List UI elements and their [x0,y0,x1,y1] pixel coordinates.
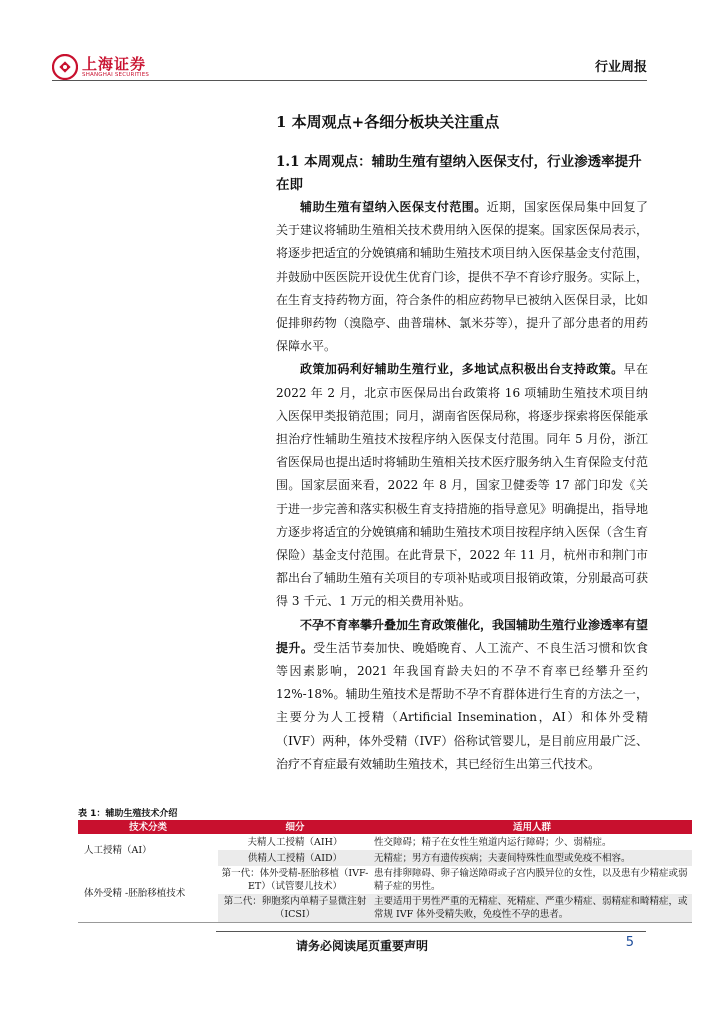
technology-table [78,820,692,923]
report-type-label: 行业周报 [594,60,647,75]
table-row [78,834,692,850]
body-text [276,196,648,776]
logo-cn-text: 上海证券 [82,55,147,73]
logo-emblem-icon [52,54,78,80]
section-title: 1 本周观点+各细分板块关注重点 [276,113,500,131]
paragraph-text: 近期，国家医保局集中回复了关于建议将辅助生殖相关技术费用纳入医保的提案。国家医保局表示，将逐步把适宜的分娩镇痛和辅助生殖技术项目纳入医保基金支付范围，并鼓励中医医院开设优生优育门诊，提供不孕不育诊疗服务。实际上，在生育支持药物方面，符合条件的相应药物早已被纳入医保目录，比如促排卵药物（溴隐亭、曲普瑞林、氯米芬等），提升了部分患者的用药保障水平。 [276,200,649,354]
table-cell-population: 主要适用于男性严重的无精症、死精症、严重少精症、弱精症和畸精症，或常规 IVF 体外受精失败，免疫性不孕的患者。 [372,894,692,922]
table-cell-population: 无精症；男方有遗传疾病；夫妻间特殊性血型或免疫不相容。 [372,850,692,866]
footer-disclaimer: 请务必阅读尾页重要声明 [296,939,429,953]
table-row [78,866,692,894]
table-header-cell: 技术分类 [78,820,218,834]
table-cell-sub: 第一代：体外受精-胚胎移植（IVF-ET）（试管婴儿技术） [221,868,369,892]
header-divider [52,80,647,81]
table-header-row [78,820,692,834]
paragraph [276,614,648,776]
page-number: 5 [625,935,634,950]
subsection-title: 1.1 本周观点：辅助生殖有望纳入医保支付，行业渗透率提升在即 [276,154,642,193]
table-cell-category: 体外受精 -胚胎移植技术 [78,866,218,922]
paragraph-lead: 辅助生殖有望纳入医保支付范围。 [300,200,487,214]
paragraph-text: 受生活节奏加快、晚婚晚育、人工流产、不良生活习惯和饮食等因素影响，2021 年我国育龄夫妇的不孕不育率已经攀升至约 12%-18%。辅助生殖技术是帮助不孕不育群体进行生育的方法之一，主要分为人工授精（Artificial Insemination，AI）和体外受精（IVF）两种，体外受精（IVF）俗称试管婴儿，是目前应用最广泛、治疗不育症最有效辅助生殖技术，其已经衍生出第三代技术。 [276,640,648,771]
table-cell-sub: 夫精人工授精（AIH） [247,836,343,848]
table-cell-population: 患有排卵障碍、卵子输送障碍或子宫内膜异位的女性，以及患有少精症或弱精子症的男性。 [374,868,688,892]
paragraph [276,358,648,613]
table-cell-category: 人工授精（AI） [84,844,152,856]
table-caption: 表 1：辅助生殖技术介绍 [78,809,178,819]
paragraph-lead: 不孕不育率攀升叠加生育政策催化，我国辅助生殖行业渗透率有望提升。 [276,617,649,655]
logo-en-text: SHANGHAI SECURITIES [82,72,150,78]
table-cell-sub: 供精人工授精（AID） [218,850,372,866]
paragraph-lead: 政策加码利好辅助生殖行业，多地试点积极出台支持政策。 [300,362,624,377]
paragraph [276,196,648,358]
table-cell-population: 性交障碍；精子在女性生殖道内运行障碍；少、弱精症。 [374,836,612,848]
table-header-cell: 适用人群 [372,820,692,834]
paragraph-text: 早在 2022 年 2 月，北京市医保局出台政策将 16 项辅助生殖技术项目纳入医保甲类报销范围；同月，湖南省医保局称，将逐步探索将医保能承担治疗性辅助生殖技术按程序纳入医保支付范围。同年 5 月份，浙江省医保局也提出适时将辅助生殖相关技术医疗服务纳入生育保险支付范围。国家层面来看，2022 年 8 月，国家卫健委等 17 部门印发《关于进一步完善和落实积极生育支持措施的指导意见》明确提出，指导地方逐步将适宜的分娩镇痛和辅助生殖技术项目按程序纳入医保（含生育保险）基金支付范围。在此背景下，2022 年 11 月，杭州市和荆门市都出台了辅助生殖有关项目的专项补贴或项目报销政策，分别最高可获得 3 千元、1 万元的相关费用补贴。 [276,362,649,609]
footer-divider [216,931,646,932]
table-cell-sub: 第二代：卵胞浆内单精子显微注射（ICSI） [218,894,372,922]
table-header-cell: 细分 [218,820,372,834]
